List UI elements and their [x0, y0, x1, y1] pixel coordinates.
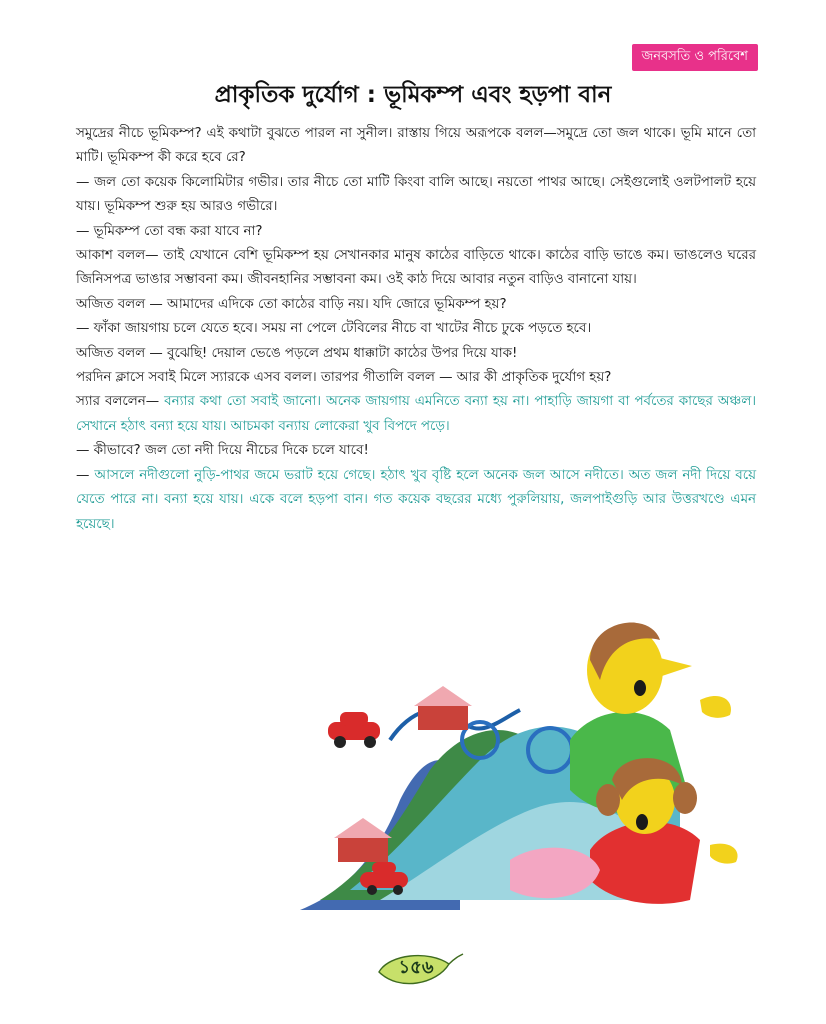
paragraph: — ফাঁকা জায়গায় চলে যেতে হবে। সময় না পেলে টেবিলের নীচে বা খাটের নীচে ঢুকে পড়তে হবে।: [76, 321, 592, 337]
paragraph: — কীভাবে? জল তো নদী দিয়ে নীচের দিকে চলে যাবে!: [76, 443, 369, 459]
chapter-tab: জনবসতি ও পরিবেশ: [632, 44, 758, 71]
paragraph: অজিত বলল — আমাদের এদিকে তো কাঠের বাড়ি নয়। যদি জোরে ভূমিকম্প হয়?: [76, 296, 507, 312]
paragraph: আকাশ বলল— তাই যেখানে বেশি ভূমিকম্প হয় সেখানকার মানুষ কাঠের বাড়িতে থাকে। কাঠের বাড়ি ভাঙে কম। ভাঙলেও ঘরের জিনিসপত্র ভাঙার সম্ভাবনা কম। জীবনহানির সম্ভাবনা কম। ওই কাঠ দিয়ে আবার নতুন বাড়িও বানানো যায়।: [76, 248, 756, 288]
body-text: [76, 122, 756, 537]
paragraph: — জল তো কয়েক কিলোমিটার গভীর। তার নীচে তো মাটি কিংবা বালি আছে। নয়তো পাথর আছে। সেইগুলোই ওলটপালট হয়ে যায়। ভূমিকম্প শুরু হয় আরও গভীরে।: [76, 174, 756, 215]
paragraph-lead: স্যার বললেন—: [76, 394, 165, 410]
paragraph: অজিত বলল — বুঝেছি! দেয়াল ভেঙে পড়লে প্রথম ধাক্কাটা কাঠের উপর দিয়ে যাক!: [76, 345, 518, 361]
paragraph: [76, 464, 756, 537]
paragraph-lead: —: [76, 467, 95, 483]
paragraph: [76, 390, 756, 439]
house-icon: [414, 686, 472, 730]
flood-illustration: [290, 600, 760, 930]
paragraph-teal: আসলে নদীগুলো নুড়ি-পাথর জমে ভরাট হয়ে গেছে। হঠাৎ খুব বৃষ্টি হলে অনেক জল আসে নদীতে। অত জল নদী দিয়ে বয়ে যেতে পারে না। বন্যা হয়ে যায়। একে বলে হড়পা বান। গত কয়েক বছরের মধ্যে পুরুলিয়ায়, জলপাইগুড়ি আর উত্তরখণ্ডে এমন হয়েছে।: [76, 467, 757, 532]
house-icon: [334, 818, 392, 862]
car-icon: [328, 712, 380, 748]
paragraph: পরদিন ক্লাসে সবাই মিলে স্যারকে এসব বলল। তারপর গীতালি বলল — আর কী প্রাকৃতিক দুর্যোগ হয়?: [76, 370, 612, 386]
paragraph: সমুদ্রের নীচে ভূমিকম্প? এই কথাটা বুঝতে পারল না সুনীল। রাস্তায় গিয়ে অরূপকে বলল—সমুদ্রে তো জল থাকে। ভূমি মানে তো মাটি। ভূমিকম্প কী করে হবে রে?: [76, 126, 756, 166]
paragraph: — ভূমিকম্প তো বন্ধ করা যাবে না?: [76, 223, 263, 239]
paragraph-teal: বন্যার কথা তো সবাই জানো। অনেক জায়গায় এমনিতে বন্যা হয় না। পাহাড়ি জায়গা বা পর্বতের কাছের অঞ্চল। সেখানে হঠাৎ বন্যা হয়ে যায়। আচমকা বন্যায় লোকেরা খুব বিপদে পড়ে।: [76, 394, 756, 434]
page-number: ১৫৬: [398, 957, 434, 978]
page-title: প্রাকৃতিক দুর্যোগ : ভূমিকম্প এবং হড়পা বান: [214, 82, 612, 108]
